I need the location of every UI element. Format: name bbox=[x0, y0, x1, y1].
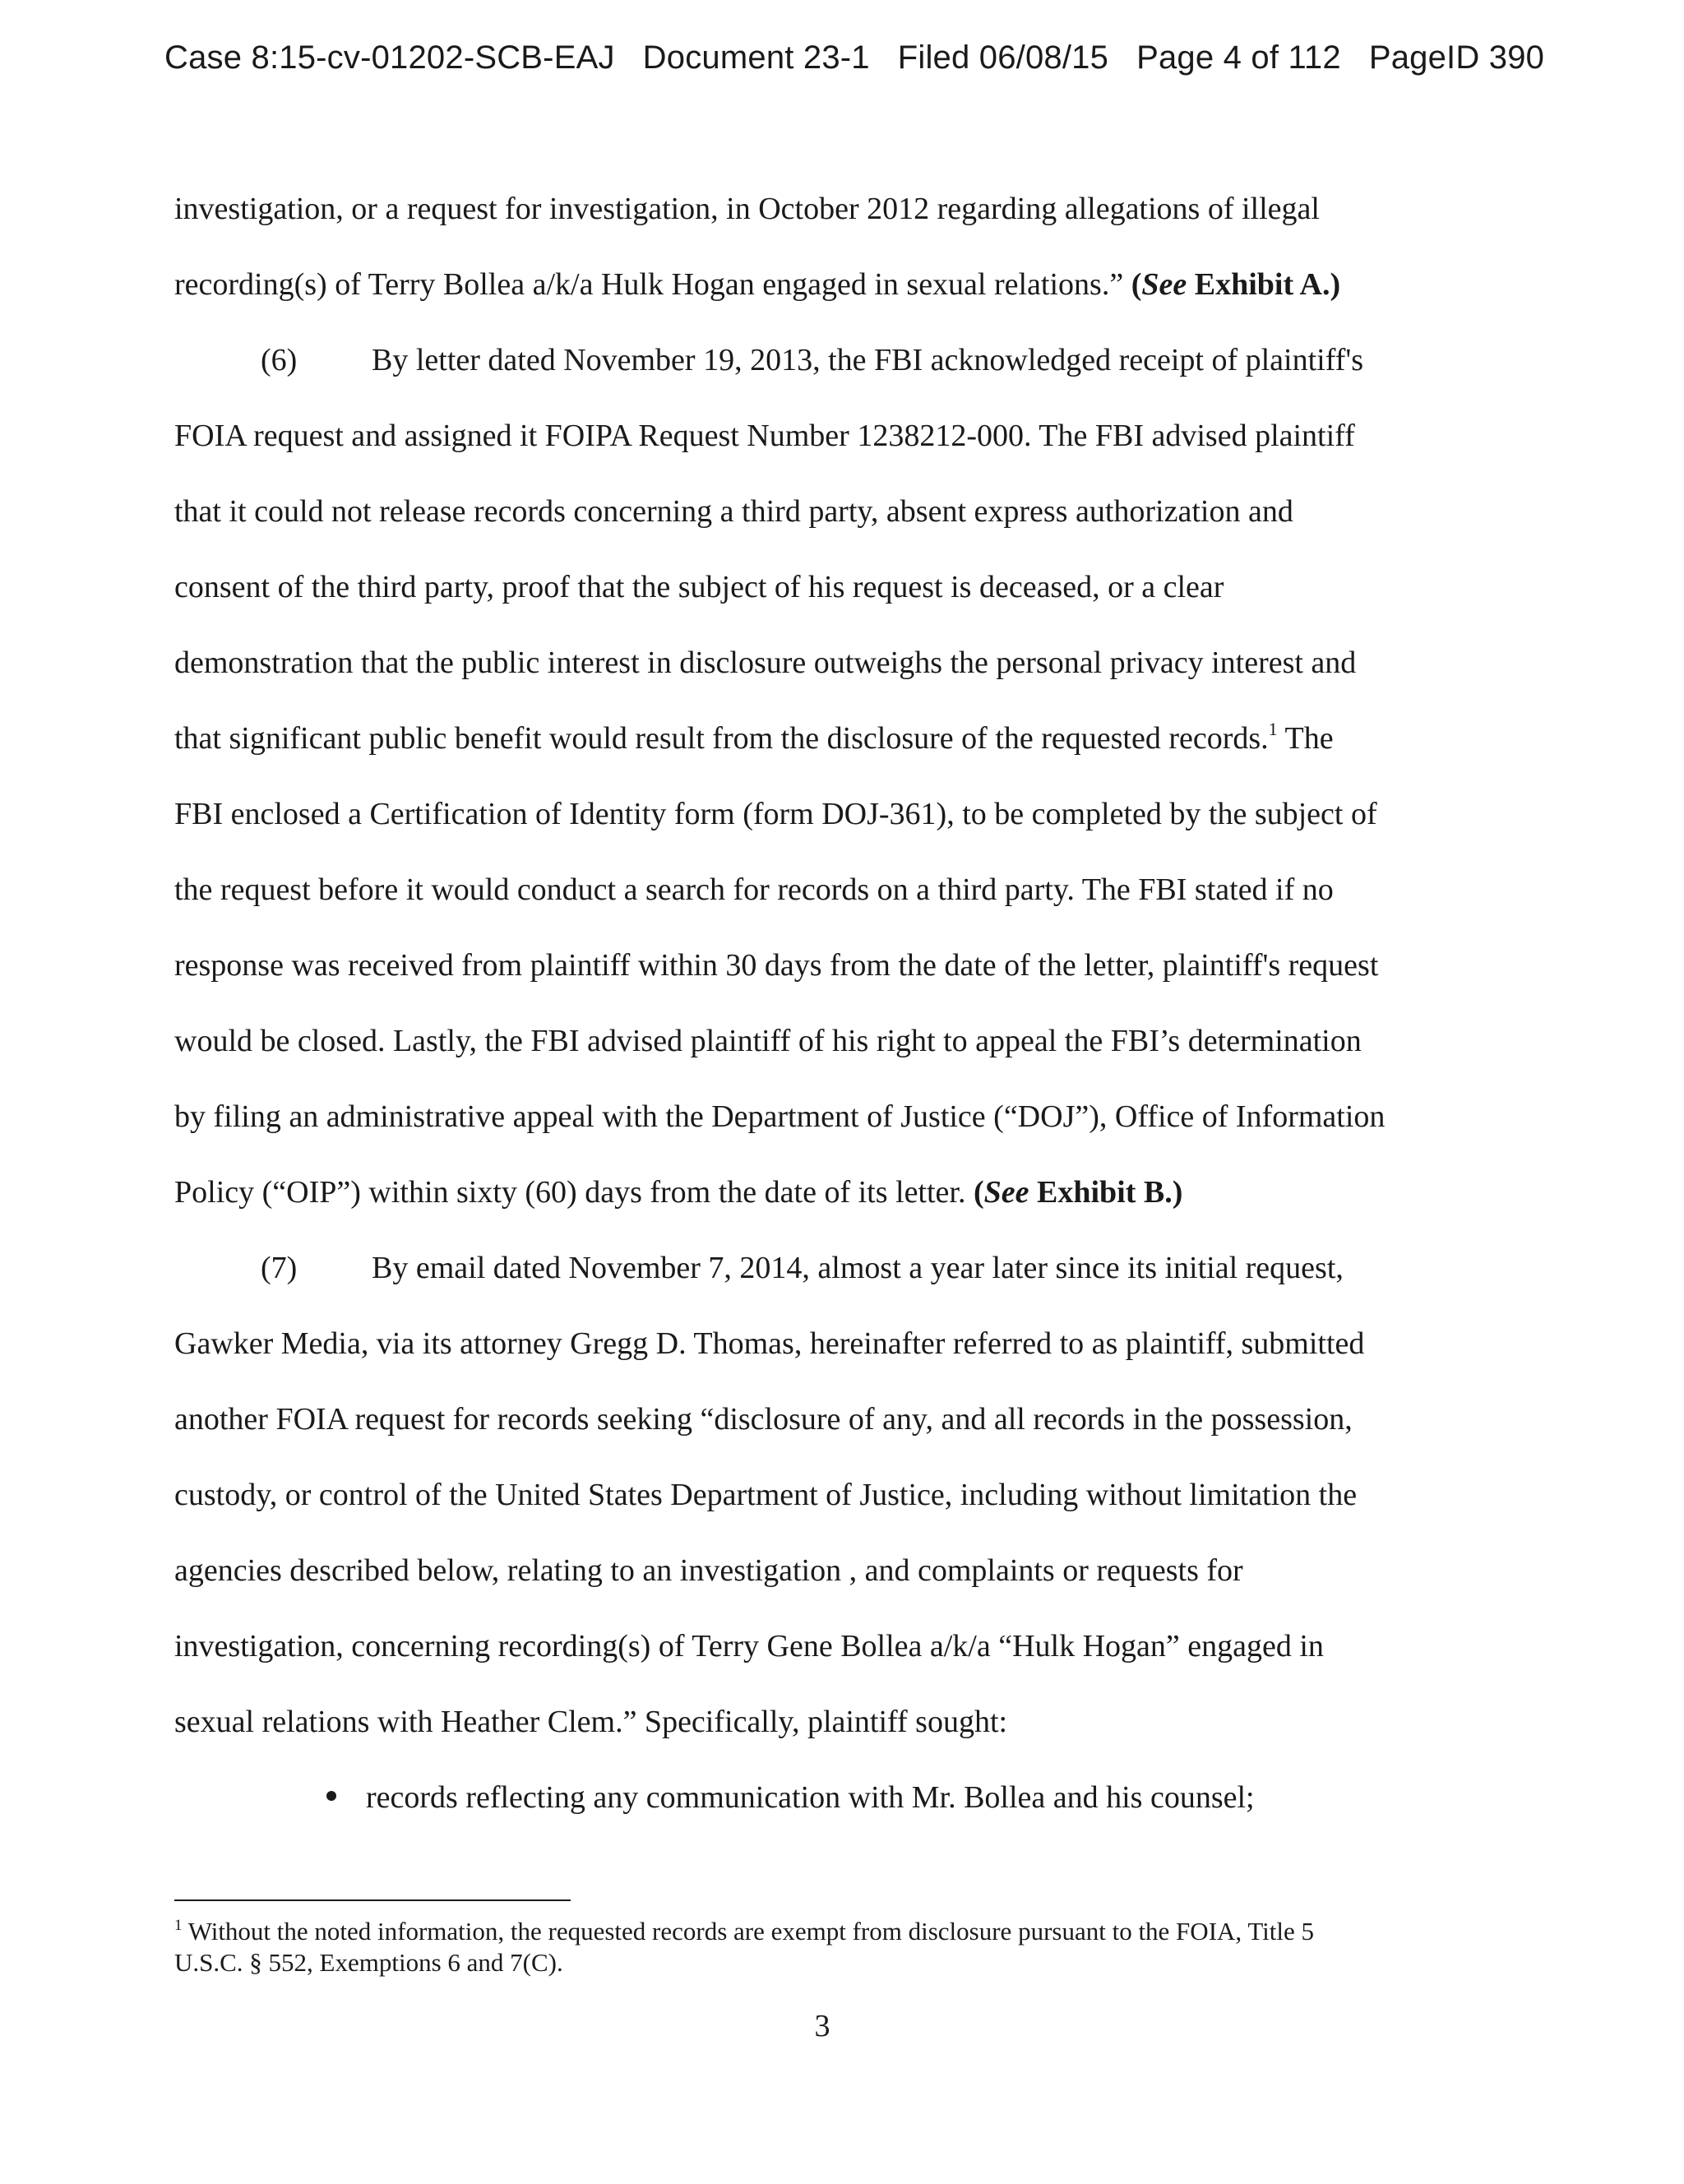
footnote-reference[interactable]: 1 bbox=[1268, 719, 1278, 739]
text-line: response was received from plaintiff within 30 days from the date of the letter, plaintiff's request bbox=[174, 948, 1379, 983]
text-line: FOIA request and assigned it FOIPA Request Number 1238212-000. The FBI advised plaintiff bbox=[174, 419, 1355, 453]
case-header bbox=[164, 39, 1562, 76]
text-line: sexual relations with Heather Clem.” Specifically, plaintiff sought: bbox=[174, 1705, 1008, 1739]
text-line: that it could not release records concerning a third party, absent express authorization and bbox=[174, 494, 1293, 529]
text-line: the request before it would conduct a search for records on a third party. The FBI stated if no bbox=[174, 872, 1334, 907]
paragraph-6-start: (6) By letter dated November 19, 2013, the FBI acknowledged receipt of plaintiff's bbox=[174, 342, 1363, 378]
paragraph-number: (7) bbox=[261, 1251, 298, 1285]
text-line: would be closed. Lastly, the FBI advised plaintiff of his right to appeal the FBI’s determination bbox=[174, 1024, 1362, 1058]
document-number: Document 23-1 bbox=[642, 39, 870, 76]
text-line: by filing an administrative appeal with the Department of Justice (“DOJ”), Office of Information bbox=[174, 1099, 1386, 1134]
bullet-item: records reflecting any communication with Mr. Bollea and his counsel; bbox=[326, 1779, 1255, 1816]
footnote-line: $^1$ Without the noted information, the requested records are exempt from disclosure pursuant to the FOIA, Title 5 bbox=[174, 1917, 1315, 1946]
paragraph-number: (6) bbox=[261, 343, 298, 377]
page-id: PageID 390 bbox=[1368, 39, 1545, 76]
text-line: investigation, or a request for investigation, in October 2012 regarding allegations of illegal bbox=[174, 192, 1320, 226]
text-line: recording(s) of Terry Bollea a/k/a Hulk Hogan engaged in sexual relations.” (See Exhibit A.) bbox=[174, 267, 1341, 302]
page-count: Page 4 of 112 bbox=[1136, 39, 1341, 76]
case-number: Case 8:15-cv-01202-SCB-EAJ bbox=[164, 39, 615, 76]
page-number: 3 bbox=[814, 2009, 830, 2043]
text-line: another FOIA request for records seeking “disclosure of any, and all records in the possession, bbox=[174, 1402, 1353, 1437]
footnote bbox=[174, 1916, 1457, 1978]
footnote-divider bbox=[174, 1899, 571, 1901]
text-line: agencies described below, relating to an investigation , and complaints or requests for bbox=[174, 1553, 1243, 1588]
text-line: custody, or control of the United States Department of Justice, including without limitation the bbox=[174, 1478, 1358, 1512]
text-line: investigation, concerning recording(s) of Terry Gene Bollea a/k/a “Hulk Hogan” engaged in bbox=[174, 1629, 1324, 1663]
bullet-icon bbox=[326, 1791, 336, 1801]
text-line: Policy (“OIP”) within sixty (60) days from the date of its letter. (See Exhibit B.) bbox=[174, 1175, 1183, 1210]
text-line: FBI enclosed a Certification of Identity form (form DOJ-361), to be completed by the subject of bbox=[174, 797, 1377, 831]
text-line: Gawker Media, via its attorney Gregg D. Thomas, hereinafter referred to as plaintiff, submitted bbox=[174, 1326, 1365, 1361]
footnote-line: U.S.C. § 552, Exemptions 6 and 7(C). bbox=[174, 1948, 563, 1977]
paragraph-7-start: (7) By email dated November 7, 2014, almost a year later since its initial request, bbox=[174, 1250, 1344, 1286]
text-line: that significant public benefit would result from the disclosure of the requested records.$^1$ The bbox=[174, 719, 1334, 756]
text-line: demonstration that the public interest in disclosure outweighs the personal privacy interest and bbox=[174, 645, 1357, 680]
footnote-mark: 1 bbox=[174, 1917, 183, 1934]
text-line: consent of the third party, proof that the subject of his request is deceased, or a clear bbox=[174, 570, 1224, 604]
filed-date: Filed 06/08/15 bbox=[897, 39, 1109, 76]
